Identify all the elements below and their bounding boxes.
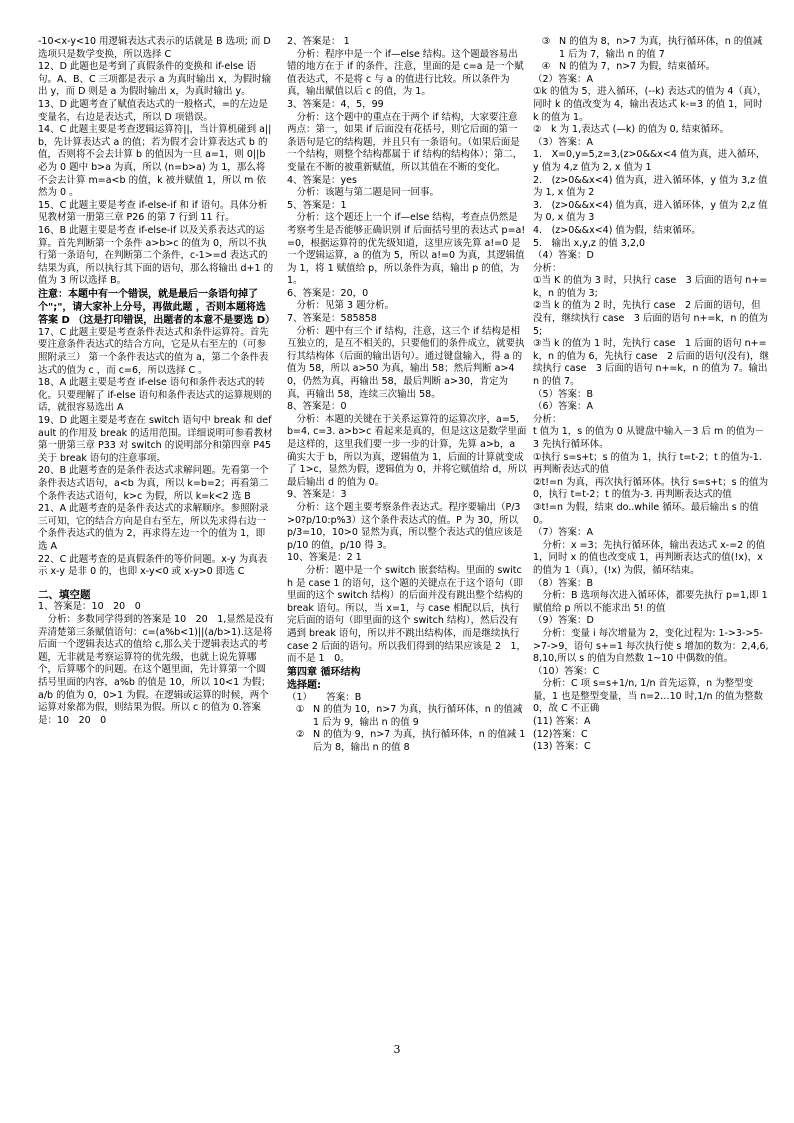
text-line: （2）答案：A — [533, 73, 594, 85]
note-paragraph: 注意：本题中有一个错误，就是最后一条语句掉了个";"，请大家补上分号，再做此题 ，否则本题将选答案 D （这是打印错误，出题者的本意不是要选 D） — [38, 288, 276, 326]
text-line: 分析：变量 i 每次增量为 2，变化过程为: 1->3->5->7->9，语句 s+=1 每次执行使 s 增加的数为：2,4,6,8,10,所以 s 的值为自然数 1~10 中偶数的值。 — [533, 627, 769, 665]
text-line: （6）答案：A — [533, 401, 594, 413]
text-line: （9）答案：D — [533, 615, 594, 627]
text-line: 分析：这个题主要考察条件表达式。程序要输出（P/3>0?p/10:p%3）这个条件表达式的值。P 为 30，所以 p/3=10，10>0 显然为真，所以整个表达式的值应该是 p/10 的值，p/10 得 3。 — [287, 501, 523, 551]
text-line: (11) 答案：A — [533, 716, 591, 728]
text-line: 分析：本题的关键在于关系运算符的运算次序，a=5, b=4, c=3. a>b>c 看起来是真的，但是这这是数学里面是这样的，这里我们要一步一步的计算，先算 a>b，a 确实大于 b，所以为真，逻辑值为 1，后面的计算就变成了 1>c，显然为假，逻辑值为 0，并将它赋值给 d，所以最后输出 d 的值为 0。 — [287, 413, 527, 488]
text-line: 分析：x =3；先执行循环体，输出表达式 x-=2 的值 1，同时 x 的值也改变成 1，再判断表达式的值(!x)，x 的值为 1（真），(!x) 为假，循环结束。 — [533, 539, 766, 576]
text-line: 5、答案是：1 — [287, 199, 347, 211]
item-text: N 的值为 10，n>7 为真，执行循环体，n 的值减 1 后为 9，输出 n 的值 9 — [313, 704, 523, 728]
text-line: （7）答案：A — [533, 527, 594, 539]
text-line: 10、答案是：2 1 — [287, 552, 362, 564]
section-heading: 二、填空题 — [38, 588, 91, 601]
text-line: ③当 k 的值为 1 时，先执行 case 1 后面的语句 n+=k，n 的值为 6，先执行 case 2 后面的语句(没有)，继续执行 case 3 后面的语句 n+=k，n 的值为 7。输出 n 的值 7。 — [533, 338, 769, 388]
text-line: 20、B 此题考查的是条件表达式求解问题。先看第一个条件表达式语句，a<b 为真，所以 k=b=2；再看第二个条件表达式语句，k>c 为假，所以 k=k<2 选 B — [38, 465, 269, 502]
text-line: 9、答案是：3 — [287, 489, 347, 501]
text-line: 分析：见第 3 题分析。 — [287, 300, 395, 312]
chapter-title: 第四章 循环结构 — [287, 666, 361, 678]
item-marker: ② — [295, 729, 305, 741]
text-line: 13、D 此题考查了赋值表达式的一般格式，=的左边是变量名，右边是表达式，所以 D 项错误。 — [38, 98, 268, 123]
text-line: 22、C 此题考查的是真假条件的等价问题。x-y 为真表示 x-y 是非 0 的，也即 x-y<0 或 x-y>0 即选 C — [38, 553, 268, 578]
text-line: 6、答案是：20，0 — [287, 287, 369, 299]
text-line: 17、C 此题主要是考查条件表达式和条件运算符。首先要注意条件表达式的结合方向，它是从右至左的（可参照附录三） 第一个条件表达式的值为 a，第二个条件表达式的值为 c ，而 c=6，所以选择 C 。 — [38, 326, 269, 376]
text-line: （4）答案：D — [533, 250, 594, 262]
text-line: 21、A 此题考查的是条件表达式的求解顺序。参照附录三可知，它的结合方向是自右至左，所以先求得右边一个条件表达式的值为 2，再求得左边一个的值为 1，即选 A — [38, 503, 269, 552]
item-text: N 的值为 9，n>7 为真，执行循环体，n 的值减 1 后为 8，输出 n 的值 8 — [313, 729, 526, 754]
text-line: (12)答案：C — [533, 728, 588, 740]
text-line: -10<x-y<10 用逻辑表达式表示的话就是 B 选项; 而 D 选项只是数学变换，所以选择 C — [38, 36, 271, 60]
column-right — [533, 36, 769, 754]
list-item — [287, 704, 527, 729]
text-line: 19、D 此题主要是考查在 switch 语句中 break 和 default 的作用及 break 的适用范围。详细说明可参看教材第一册第三章 P33 对 switch 的说明部分和第四章 P45 关于 break 语句的注意事项。 — [38, 415, 273, 464]
text-line: 分析： — [533, 413, 562, 425]
text-line: ②当 k 的值为 2 时，先执行 case 2 后面的语句，但没有，继续执行 case 3 后面的语句 n+=k，n 的值为 5; — [533, 300, 768, 337]
list-item — [533, 61, 769, 74]
text-line: （3）答案：A — [533, 136, 594, 148]
text-line: 16、B 此题主要是考查 if-else-if 以及关系表达式的运算。首先判断第一个条件 a>b>c 的值为 0，所以不执行第一条语句，在判断第二个条件，c-1>=d 表达式的结果为真，所以执行其下面的语句，那么将输出 d+1 的值为 3 所以选择 B。 — [38, 224, 274, 287]
text-line: 分析：程序中是一个 if—else 结构。这个题最容易出错的地方在于 if 的条件，注意，里面的是 c=a 是一个赋值表达式，不是将 c 与 a 的值进行比较。所以条件为真，输出赋值以后 c 的值，为 1。 — [287, 48, 524, 98]
text-line: （8）答案：B — [533, 577, 594, 589]
text-line: 4、答案是：yes — [287, 174, 357, 186]
item-marker: ① — [295, 704, 305, 716]
text-line: （5）答案：B — [533, 388, 594, 400]
text-line: 3、答案是：4，5，99 — [287, 98, 384, 110]
text-line: ③t!=n 为假，结束 do..while 循环。最后输出 s 的值 0。 — [533, 501, 759, 526]
text-line: 1. X=0,y=5,z=3,(z>0&&x<4 值为真，进入循环，y 值为 4,z 值为 2, x 值为 1 — [533, 149, 766, 173]
text-line: ② k 为 1,表达式 (—k) 的值为 0, 结束循环。 — [533, 124, 730, 136]
text-line: 15、C 此题主要是考查 if-else-if 和 if 语句。具体分析见教材第一册第三章 P26 的第 7 行到 11 行。 — [38, 199, 268, 224]
text-line: 5. 输出 x,y,z 的值 3,2,0 — [533, 237, 646, 249]
text-line: 分析：C 项 s=s+1/n, 1/n 首先运算，n 为整型变量，1 也是整型变量，当 n=2…10 时,1/n 的值为整数 0，故 C 不正确 — [533, 678, 764, 715]
question-label: （1） 答案：B — [287, 691, 362, 703]
text-line: ①k 的值为 5，进入循环，(--k) 表达式的值为 4（真），同时 k 的值改变为 4，输出表达式 k-=3 的值 1，同时 k 的值为 1。 — [533, 86, 767, 123]
chapter-subtitle: 选择题: — [287, 679, 321, 691]
text-line: 12、D 此题也是考到了真假条件的变换和 if-else 语句。A、B、C 三项都是表示 a 为真时输出 x，为假时输出 y，而 D 则是 a 为假时输出 x，为真时输出 y。 — [38, 61, 272, 98]
text-line: t 值为 1，s 的值为 0 从键盘中输入－3 后 m 的值为－3 先执行循环体。 — [533, 426, 765, 450]
text-line: 分析：该题与第二题是同一回事。 — [287, 187, 440, 199]
text-line: 分析：题中有三个 if 结构，注意，这三个 if 结构是相互独立的，是互不相关的，只要他们的条件成立，就要执行其结构体（后面的输出语句）。通过键盘输入，得 a 的值为 58，所以 a>50 为真，输出 58；然后判断 a>40，仍然为真，再输出 58，最后判断 a>30，肯定为真，再输出 58，连续三次输出 58。 — [287, 325, 525, 400]
list-item — [287, 729, 527, 754]
text-line: 分析：这个题还上一个 if—else 结构，考查点仍然是考察考生是否能够正确识别 if 后面括号里的表达式 p=a!=0，根据运算符的优先级知道，这里应该先算 a!=0 是一个逻辑运算，a 的值为 5，所以 a!=0 为真，其逻辑值为 1，将 1 赋值给 p，所以条件为真，输出 p 的值，为 1。 — [287, 212, 526, 287]
text-line: 分析：题中是一个 switch 嵌套结构。里面的 switch 是 case 1 的语句，这个题的关键点在于这个语句（即里面的这个 switch 结构）的后面并没有跳出整个结构的 break 语句。所以，当 x=1，与 case 相配以后，执行完后面的语句（即里面的这个 switch 结构），然后没有遇到 break 语句，所以并不跳出结构体，而是继续执行 case 2 后面的语句。所以我们得到的结果应该是 2 1，而不是 1 0。 — [287, 564, 527, 665]
text-line: 7、答案是：585858 — [287, 313, 377, 325]
text-line: 8、答案是：0 — [287, 401, 347, 413]
text-line: 分析：这个题中的重点在于两个 if 结构，大家要注意两点：第一，如果 if 后面没有花括号，则它后面的第一条语句是它的结构题，并且只有一条语句。（如果后面是一个结构，则整个结构都属于 if 结构的结构体）；第二，变量在不断的被重新赋值，所以其值在不断的变化。 — [287, 111, 523, 173]
text-line: 3. (z>0&&x<4) 值为真，进入循环体，y 值为 2,z 值为 0, x 值为 3 — [533, 199, 768, 224]
page-number: 3 — [393, 1043, 401, 1056]
text-line: 分析：多数同学得到的答案是 10 20 1,显然是没有弄清楚第三条赋值语句：c=(a%b<1)||(a/b>1).这是将后面一个逻辑表达式的值给 c,那么关于逻辑表达式的考题，无非就是考察运算符的优先级，也就上说先算哪个，后算哪个的问题。在这个题里面，先计算第一个圆括号里面的内容，a%b 的值是 10，所以 10<1 为假；a/b 的值为 0，0>1 为假。在逻辑或运算的时候，两个运算对象都为假，则结果为假。所以 c 的值为 0.答案是：10 20 0 — [38, 613, 274, 726]
text-line: 分析：B 选项每次进入循环体，都要先执行 p=1,即 1 赋值给 p 所以不能求出 5! 的值 — [533, 590, 768, 614]
text-line: ①执行 s=s+t；s 的值为 1，执行 t=t-2；t 的值为-1. 再判断表达式的值 — [533, 451, 762, 476]
list-item — [533, 36, 769, 61]
item-text: N 的值为 8，n>7 为真，执行循环体，n 的值减 1 后为 7，输出 n 的值 7 — [559, 36, 763, 60]
text-line: （10）答案：C — [533, 665, 600, 677]
text-line: 4. (z>0&&x<4) 值为假，结束循环。 — [533, 224, 701, 236]
text-line: 2. (z>0&&x<4) 值为真，进入循环体，y 值为 3,z 值为 1, x 值为 2 — [533, 174, 768, 199]
item-marker: ④ — [541, 61, 551, 73]
text-line: 18、A 此题主要是考查 if-else 语句和条件表达式的转化。只要理解了 if-else 语句和条件表达式的运算规则的话，就很容易选出 A — [38, 377, 272, 414]
text-line: ②t!=n 为真，再次执行循环体。执行 s=s+t；s 的值为 0，执行 t=t-2；t 的值为-3. 再判断表达式的值 — [533, 476, 769, 501]
text-line: 1、答案是：10 20 0 — [38, 601, 141, 613]
text-line: ①当 K 的值为 3 时，只执行 case 3 后面的语句 n+=k，n 的值为 3; — [533, 275, 768, 299]
text-line: 2、答案是： 1 — [287, 36, 350, 47]
column-left — [38, 36, 274, 727]
text-line: (13) 答案：C — [533, 741, 591, 753]
text-line: 分析： — [533, 262, 562, 274]
column-middle — [287, 36, 527, 755]
item-text: N 的值为 7，n>7 为假，结束循环。 — [559, 61, 716, 73]
item-marker: ③ — [541, 36, 551, 47]
text-line: 14、C 此题主要是考查逻辑运算符||，当计算机碰到 a||b，先计算表达式 a 的值；若为假才会计算表达式 b 的值，否则将不会去计算 b 的值因为一旦 a=1，则 0||b 必为 0 题中 b>a 为真，所以 (n=b>a) 为 1，那么将不会去计算 m=a<b 的值，k 被并赋值 1，所以 m 依然为 0 。 — [38, 124, 272, 199]
